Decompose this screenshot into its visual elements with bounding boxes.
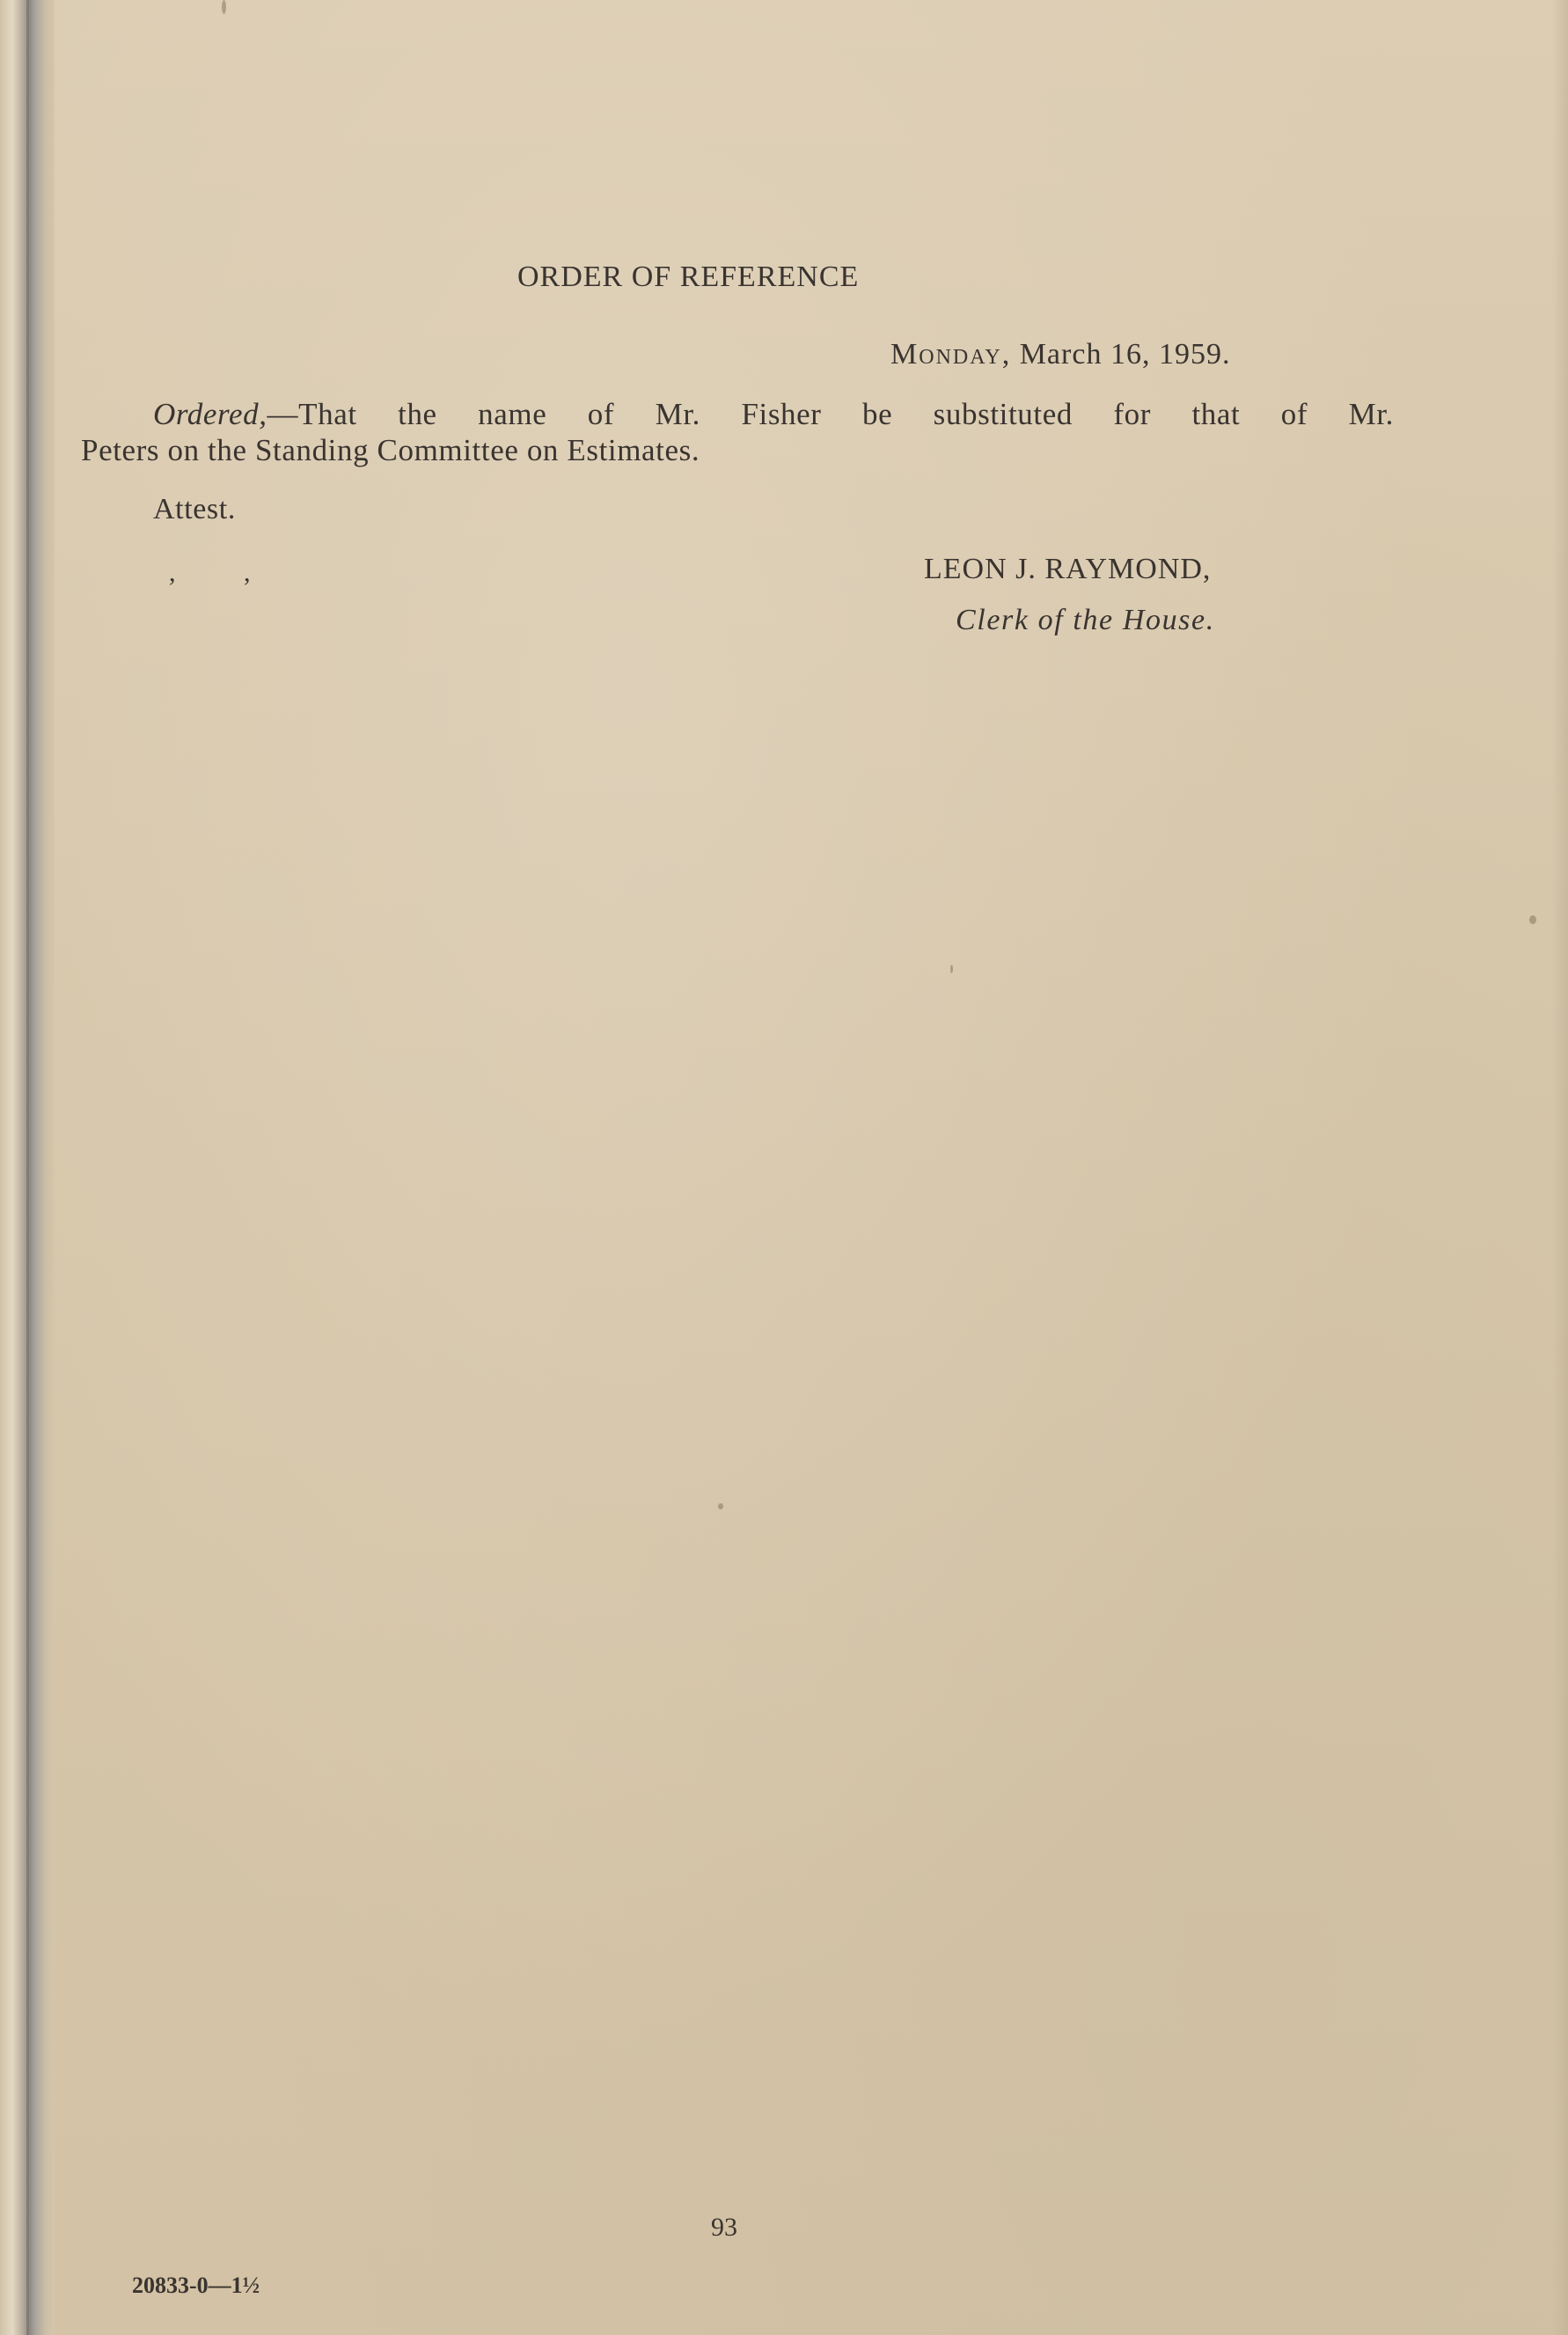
order-text — [81, 396, 1394, 468]
page-right-edge — [1552, 0, 1568, 2335]
paper-fleck — [1529, 915, 1536, 924]
print-code: 20833-0—1½ — [132, 2273, 260, 2298]
order-heading: ORDER OF REFERENCE — [517, 261, 860, 293]
ordered-word: Ordered, — [153, 397, 267, 431]
date-rest: March 16, 1959. — [1019, 338, 1231, 371]
binding-line — [26, 0, 29, 2335]
page-number: 93 — [711, 2213, 737, 2242]
order-text-line-2: Peters on the Standing Committee on Estimates. — [81, 433, 700, 467]
stray-marks: , , — [169, 558, 251, 587]
page-binding-edge — [0, 0, 55, 2335]
order-text-line-1-rest: —That the name of Mr. Fisher be substituted for that of Mr. — [267, 397, 1394, 431]
attest-label: Attest. — [153, 493, 236, 525]
date-weekday: Monday, — [890, 338, 1012, 371]
paper-fleck — [222, 0, 226, 14]
order-date — [890, 338, 1230, 371]
order-text-line-1 — [81, 396, 1394, 432]
paper-fleck — [950, 965, 953, 973]
paper-fleck — [718, 1503, 723, 1509]
signer-title: Clerk of the House. — [956, 604, 1215, 636]
signer-name: LEON J. RAYMOND, — [924, 553, 1212, 585]
